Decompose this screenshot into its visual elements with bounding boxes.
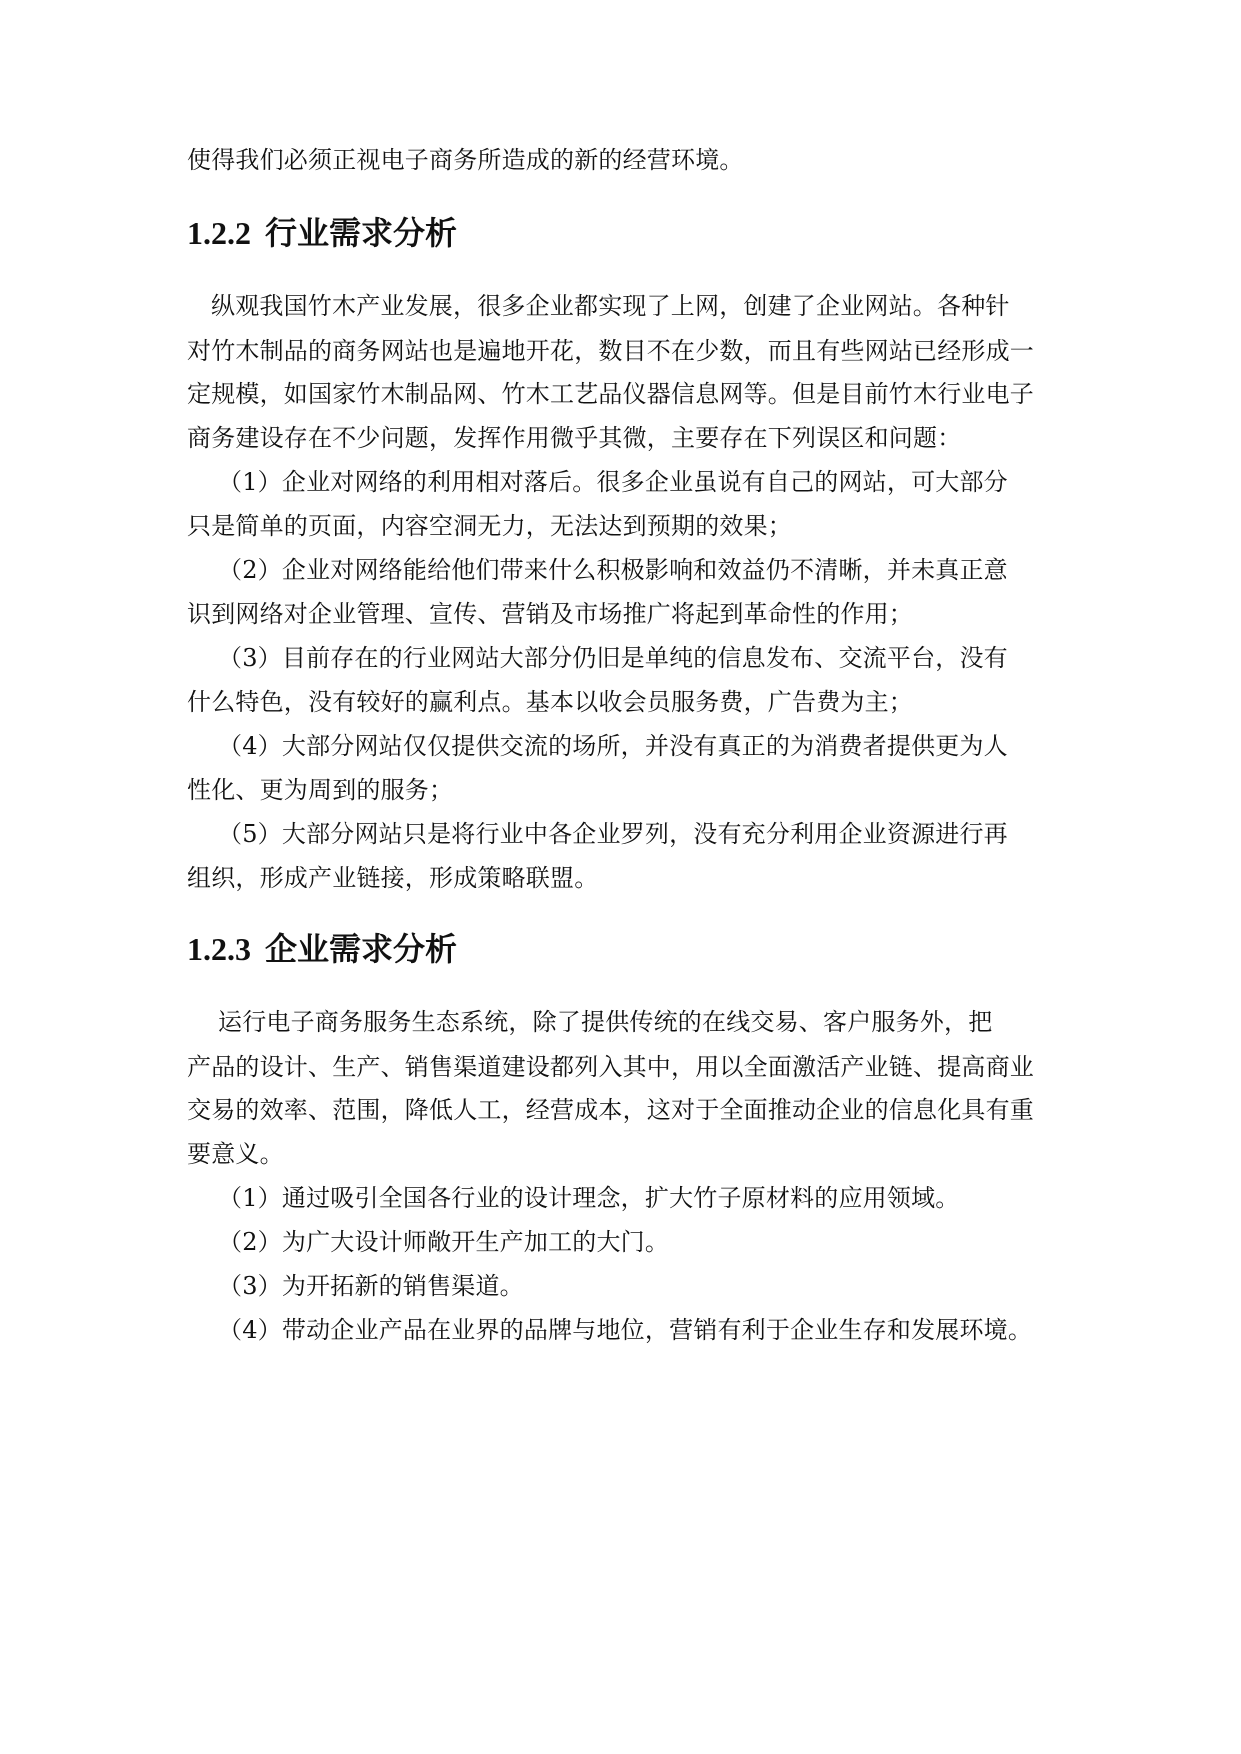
list-item-line: 性化、更为周到的服务； — [187, 776, 454, 804]
list-item-line: （1）通过吸引全国各行业的设计理念，扩大竹子原材料的应用领域。 — [218, 1184, 960, 1212]
section-title: 行业需求分析 — [265, 214, 458, 252]
paragraph-line: 商务建设存在不少问题，发挥作用微乎其微，主要存在下列误区和问题： — [187, 424, 962, 452]
list-item-line: （2）企业对网络能给他们带来什么积极影响和效益仍不清晰，并未真正意 — [218, 556, 1008, 584]
paragraph-line: 定规模，如国家竹木制品网、竹木工艺品仪器信息网等。但是目前竹木行业电子 — [187, 380, 1034, 408]
paragraph-line: 纵观我国竹木产业发展，很多企业都实现了上网，创建了企业网站。各种针 — [211, 292, 1010, 320]
paragraph-line: 运行电子商务服务生态系统，除了提供传统的在线交易、客户服务外，把 — [218, 1008, 993, 1036]
paragraph-line: 要意义。 — [187, 1140, 284, 1168]
paragraph-line: 对竹木制品的商务网站也是遍地开花，数目不在少数，而且有些网站已经形成一 — [187, 337, 1034, 365]
section-number: 1.2.3 — [187, 931, 251, 967]
section-number: 1.2.2 — [187, 215, 251, 251]
section-heading-1-2-2 — [187, 213, 457, 253]
section-heading-1-2-3 — [187, 929, 457, 969]
list-item-line: 组织，形成产业链接，形成策略联盟。 — [187, 864, 599, 892]
list-item-line: 只是简单的页面，内容空洞无力，无法达到预期的效果； — [187, 512, 792, 540]
paragraph-line: 产品的设计、生产、销售渠道建设都列入其中，用以全面激活产业链、提高商业 — [187, 1053, 1034, 1081]
list-item-line: （1）企业对网络的利用相对落后。很多企业虽说有自己的网站，可大部分 — [218, 468, 1008, 496]
list-item-line: （2）为广大设计师敞开生产加工的大门。 — [218, 1228, 670, 1256]
list-item-line: （3）为开拓新的销售渠道。 — [218, 1272, 524, 1300]
list-item-line: 什么特色，没有较好的赢利点。基本以收会员服务费，广告费为主； — [187, 688, 913, 716]
list-item-line: 识到网络对企业管理、宣传、营销及市场推广将起到革命性的作用； — [187, 600, 913, 628]
paragraph-line: 使得我们必须正视电子商务所造成的新的经营环境。 — [187, 146, 744, 174]
list-item-line: （3）目前存在的行业网站大部分仍旧是单纯的信息发布、交流平台，没有 — [218, 644, 1008, 672]
list-item-line: （4）大部分网站仅仅提供交流的场所，并没有真正的为消费者提供更为人 — [218, 732, 1008, 760]
paragraph-line: 交易的效率、范围，降低人工，经营成本，这对于全面推动企业的信息化具有重 — [187, 1096, 1034, 1124]
list-item-line: （4）带动企业产品在业界的品牌与地位，营销有利于企业生存和发展环境。 — [218, 1316, 1033, 1344]
section-title: 企业需求分析 — [265, 930, 458, 968]
list-item-line: （5）大部分网站只是将行业中各企业罗列，没有充分利用企业资源进行再 — [218, 820, 1008, 848]
